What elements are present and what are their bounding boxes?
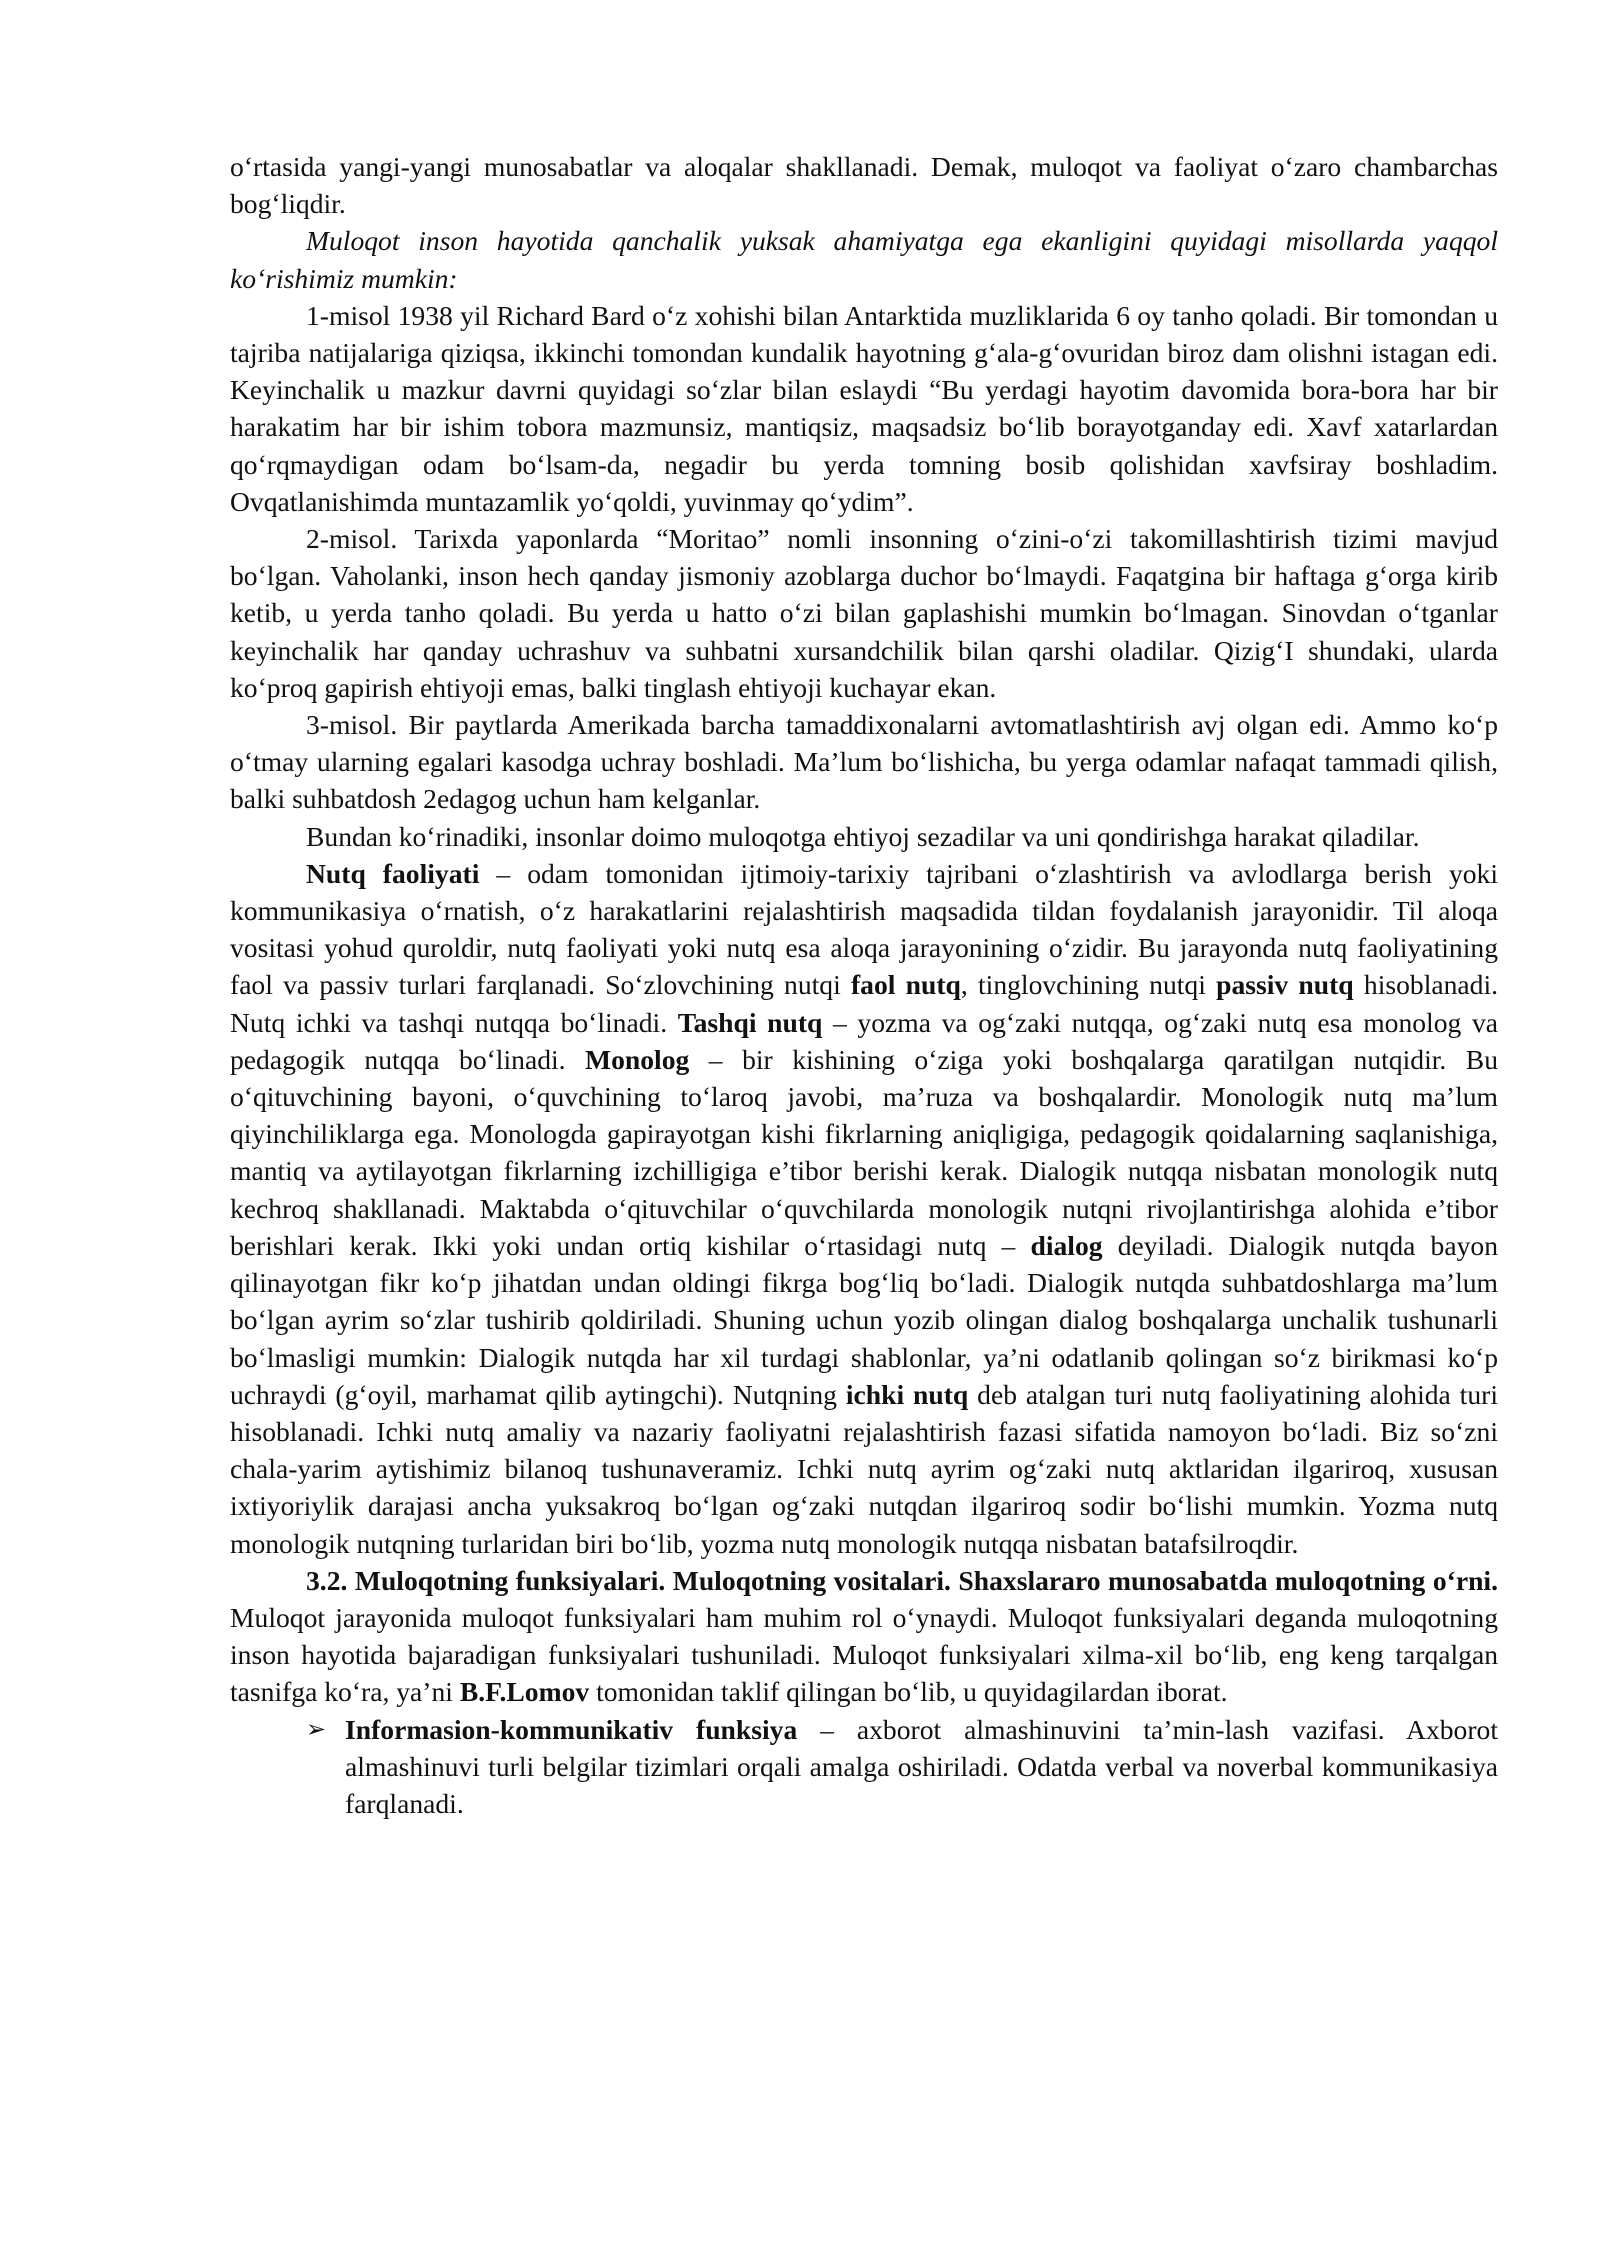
paragraph-example-1: 1-misol 1938 yil Richard Bard o‘z xohishi bilan Antarktida muzliklarida 6 oy tanho qoladi. Bir tomondan u tajriba natijalariga qiziqsa, ikkinchi tomondan kundalik hayotning g‘ala-g‘ovuridan biroz dam olishni istagan edi. Keyinchalik u mazkur davrni quyidagi so‘zlar bilan eslaydi “Bu yerdagi hayotim davomida bora-bora har bir harakatim har bir ishim tobora mazmunsiz, mantiqsiz, maqsadsiz bo‘lib borayotganday edi. Xavf xatarlardan qo‘rqmaydigan odam bo‘lsam-da, negadir bu yerda tomning bosib qolishidan xavfsiray boshladim. Ovqatlanishimda muntazamlik yo‘qoldi, yuvinmay qo‘ydim”. xyxy=(230,299,1498,517)
bullet-item xyxy=(230,1711,1498,1823)
term-dialog: dialog xyxy=(1030,1229,1103,1261)
text-segment: deb atalgan turi nutq faoliyatining alohida turi hisoblanadi. Ichki nutq amaliy va nazariy faoliyatni rejalashtirish fazasi sifatida namoyon bo‘ladi. Biz so‘zni chala-yarim aytishimiz bilanoq tushunaveramiz. Ichki nutq ayrim og‘zaki nutq aktlaridan ilgariroq, xususan ixtiyoriylik darajasi ancha yuksakroq bo‘lgan og‘zaki nutqdan ilgariroq sodir bo‘lishi mumkin. Yozma nutq monologik nutqning turlaridan biri bo‘lib, yozma nutq monologik nutqqa nisbatan batafsilroqdir. xyxy=(230,1378,1499,1559)
paragraph-example-3: 3-misol. Bir paytlarda Amerikada barcha tamaddixonalarni avtomatlashtirish avj olgan edi. Ammo ko‘p o‘tmay ularning egalari kasodga uchray boshladi. Ma’lum bo‘lishicha, bu yerga odamlar nafaqat tammadi qilish, balki suhbatdosh 2edagog uchun ham kelganlar. xyxy=(230,709,1498,815)
term-faol-nutq: faol nutq xyxy=(850,969,961,1001)
text-segment: – yozma va og‘zaki nutqqa, og‘zaki nutq esa monolog va pedagogik nutqqa bo‘linadi. xyxy=(230,1006,1498,1075)
term-ichki-nutq: ichki nutq xyxy=(845,1378,969,1410)
term-monolog: Monolog xyxy=(585,1043,690,1075)
arrow-bullet-icon: ➢ xyxy=(306,1714,327,1743)
term-nutq-faoliyati: Nutq faoliyati xyxy=(306,857,480,889)
section-heading: 3.2. Muloqotning funksiyalari. Muloqotning vositalari. Shaxslararo munosabatda muloqotning o‘rni. xyxy=(306,1564,1498,1596)
term-tashqi-nutq: Tashqi nutq xyxy=(677,1006,823,1038)
text-segment: – odam tomonidan ijtimoiy-tarixiy tajribani o‘zlashtirish va avlodlarga berish yoki kommunikasiya o‘rnatish, o‘z harakatlarini rejalashtirish maqsadida tildan foydalanish jarayonidir. Til aloqa vositasi yohud quroldir, nutq faoliyati yoki nutq esa aloqa jarayonining o‘zidir. Bu jarayonda nutq faoliyatining faol va passiv turlari farqlanadi. So‘zlovchining nutqi xyxy=(230,857,1499,1001)
text-segment: Muloqot jarayonida muloqot funksiyalari ham muhim rol o‘ynaydi. Muloqot funksiyalari deganda muloqotning inson hayotida bajaradigan funksiyalari tushuniladi. Muloqot funksiyalari xilma-xil bo‘lib, eng keng tarqalgan tasnifga ko‘ra, ya’ni xyxy=(230,1601,1498,1708)
term-passiv-nutq: passiv nutq xyxy=(1216,969,1354,1001)
text-segment: , tinglovchining nutqi xyxy=(960,969,1217,1001)
text-segment: hisoblanadi. Nutq ichki va tashqi nutqqa bo‘linadi. xyxy=(230,969,1499,1038)
bullet-text: – axborot almashinuvini ta’min-lash vazifasi. Axborot almashinuvi turli belgilar tizimlari orqali amalga oshiriladi. Odatda verbal va noverbal kommunikasiya farqlanadi. xyxy=(345,1713,1498,1819)
text-segment: – bir kishining o‘ziga yoki boshqalarga qaratilgan nutqidir. Bu o‘qituvchining bayoni, o‘quvchining to‘laroq javobi, ma’ruza va boshqalardir. Monologik nutq ma’lum qiyinchiliklarga ega. Monologda gapirayotgan kishi fikrlarning aniqligiga, pedagogik qoidalarning saqlanishiga, mantiq va aytilayotgan fikrlarning izchilligiga e’tibor berishi kerak. Dialogik nutqqa nisbatan monologik nutq kechroq shakllanadi. Maktabda o‘qituvchilar o‘quvchilarda monologik nutqni rivojlantirishga alohida e’tibor berishlari kerak. Ikki yoki undan ortiq kishilar o‘rtasidagi nutq – xyxy=(230,1043,1498,1261)
paragraph-intro: o‘rtasida yangi-yangi munosabatlar va aloqalar shakllanadi. Demak, muloqot va faoliyat o‘zaro chambarchas bog‘liqdir. xyxy=(230,151,1498,220)
paragraph-section-3-2 xyxy=(230,1562,1498,1711)
document-page xyxy=(230,148,1498,1822)
paragraph-example-2: 2-misol. Tarixda yaponlarda “Moritao” nomli insonning o‘zini-o‘zi takomillashtirish tizimi mavjud bo‘lgan. Vaholanki, inson hech qanday jismoniy azoblarga duchor bo‘lmaydi. Faqatgina bir haftaga g‘orga kirib ketib, u yerda tanho qoladi. Bu yerda u hatto o‘zi bilan gaplashishi mumkin bo‘lmagan. Sinovdan o‘tganlar keyinchalik har qanday uchrashuv va suhbatni xursandchilik bilan qarshi oladilar. Qizig‘I shundaki, ularda ko‘proq gapirish ehtiyoji emas, balki tinglash ehtiyoji kuchayar ekan. xyxy=(230,523,1498,703)
text-segment: deyiladi. Dialogik nutqda bayon qilinayotgan fikr ko‘p jihatdan undan oldingi fikrga bog‘liq bo‘ladi. Dialogik nutqda suhbatdoshlarga ma’lum bo‘lgan ayrim so‘zlar tushirib qoldiriladi. Shuning uchun yozib olingan dialog boshqalarga unchalik tushunarli bo‘lmasligi mumkin: Dialogik nutqda har xil turdagi shablonlar, ya’ni odatlanib qolingan so‘z birikmasi ko‘p uchraydi (g‘oyil, marhamat qilib aytingchi). Nutqning xyxy=(230,1229,1498,1410)
paragraph-examples-intro: Muloqot inson hayotida qanchalik yuksak ahamiyatga ega ekanligini quyidagi misollarda yaqqol ko‘rishimiz mumkin: xyxy=(230,225,1498,294)
text-segment: tomonidan taklif qilingan bo‘lib, u quyidagilardan iborat. xyxy=(589,1676,1228,1708)
paragraph-conclusion: Bundan ko‘rinadiki, insonlar doimo muloqotga ehtiyoj sezadilar va uni qondirishga harakat qiladilar. xyxy=(306,820,1420,852)
bullet-term: Informasion-kommunikativ funksiya xyxy=(345,1713,798,1745)
author-lomov: B.F.Lomov xyxy=(459,1676,590,1708)
paragraph-nutq-faoliyati xyxy=(230,855,1498,1562)
